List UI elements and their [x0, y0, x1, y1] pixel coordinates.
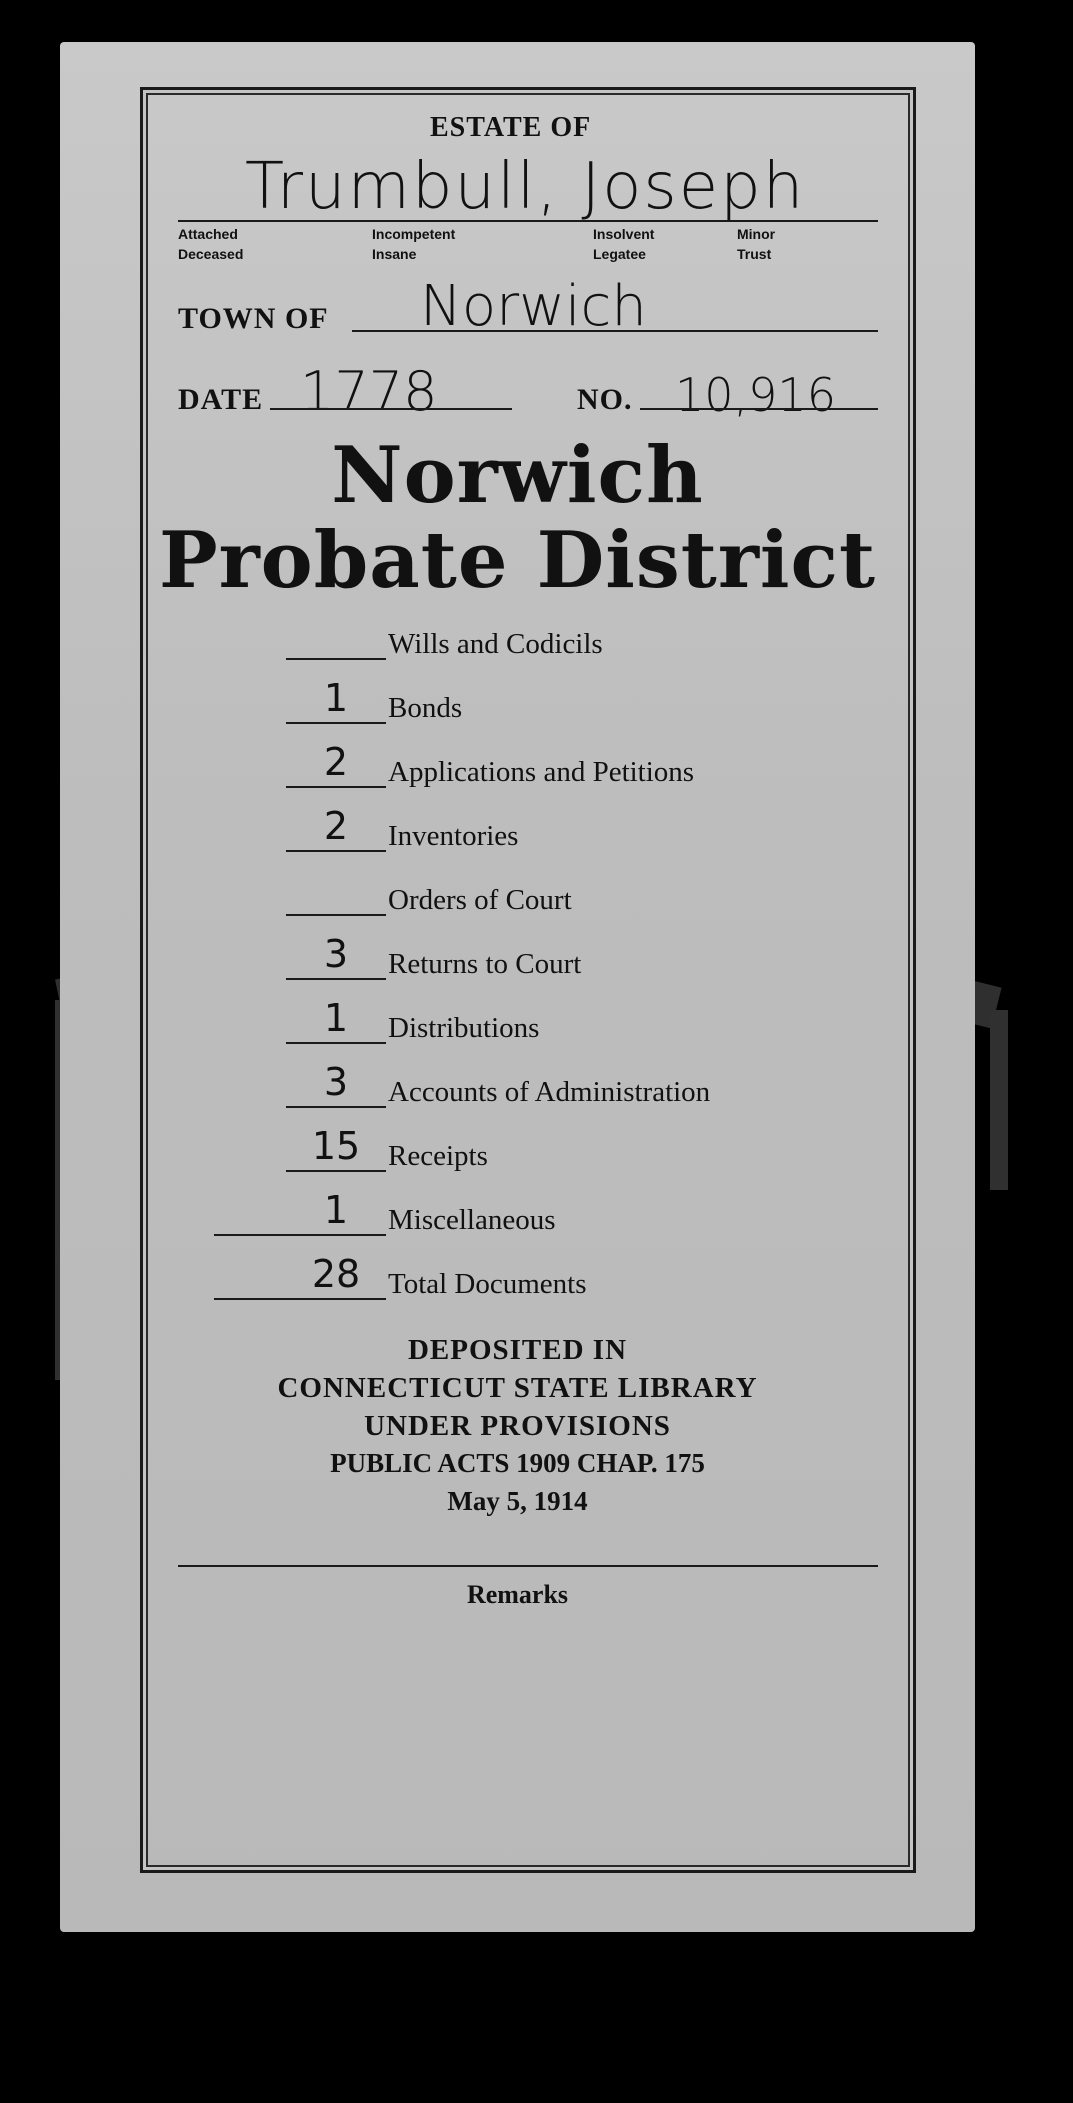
document-label: Inventories: [388, 820, 519, 852]
deposit-line5: May 5, 1914: [447, 1486, 588, 1516]
document-count: 1: [323, 1188, 349, 1232]
estate-name-handwritten: Trumbull, Joseph: [245, 150, 806, 224]
document-label: Miscellaneous: [388, 1204, 556, 1236]
document-count-line: [286, 978, 386, 980]
town-line: [352, 330, 878, 332]
document-label: Wills and Codicils: [388, 628, 603, 660]
document-count-line: [286, 1106, 386, 1108]
remarks-label: Remarks: [466, 1580, 569, 1609]
document-count-line: [286, 658, 386, 660]
status-legatee: Legatee: [593, 246, 646, 262]
document-count: 15: [311, 1124, 361, 1168]
status-trust: Trust: [737, 246, 772, 262]
status-attached: Attached: [178, 226, 238, 242]
right-ribbon-tail: [990, 1010, 1008, 1190]
document-count-line: [286, 1170, 386, 1172]
estate-of-label: ESTATE OF: [430, 112, 592, 143]
town-value-handwritten: Norwich: [420, 274, 647, 339]
document-label: Returns to Court: [388, 948, 582, 980]
date-label: DATE: [178, 383, 264, 416]
document-count: 28: [311, 1252, 361, 1296]
document-count: 1: [323, 676, 349, 720]
deposit-line1: DEPOSITED IN: [407, 1334, 628, 1366]
status-incompetent: Incompetent: [372, 226, 456, 242]
date-line: [270, 408, 512, 410]
number-label: NO.: [577, 383, 633, 416]
document-count-line: [286, 1042, 386, 1044]
number-value-handwritten: 10,916: [675, 368, 836, 422]
deposit-line3: UNDER PROVISIONS: [364, 1410, 671, 1442]
town-label: TOWN OF: [178, 302, 329, 335]
document-label: Accounts of Administration: [388, 1076, 711, 1108]
document-count: 3: [323, 932, 349, 976]
document-label: Applications and Petitions: [388, 756, 695, 788]
status-deceased: Deceased: [178, 246, 244, 262]
document-count: 1: [323, 996, 349, 1040]
document-count-line: [286, 722, 386, 724]
number-line: [640, 408, 878, 410]
status-minor: Minor: [737, 226, 776, 242]
document-count-line: [214, 1298, 386, 1300]
remarks-divider: [178, 1565, 878, 1567]
document-count: 2: [323, 804, 349, 848]
document-count: 2: [323, 740, 349, 784]
document-label: Distributions: [388, 1012, 540, 1044]
document-count-line: [286, 850, 386, 852]
deposit-line4: PUBLIC ACTS 1909 CHAP. 175: [330, 1448, 705, 1478]
document-count: 3: [323, 1060, 349, 1104]
document-count-line: [214, 1234, 386, 1236]
document-label: Bonds: [388, 692, 463, 724]
document-count-line: [286, 786, 386, 788]
estate-name-line: [178, 220, 878, 222]
status-insane: Insane: [372, 246, 417, 262]
date-value-handwritten: 1778: [300, 360, 438, 423]
district-title-line1: Norwich: [331, 430, 704, 521]
document-count-line: [286, 914, 386, 916]
document-label: Receipts: [388, 1140, 488, 1172]
status-insolvent: Insolvent: [593, 226, 655, 242]
district-title-line2: Probate District: [158, 515, 877, 606]
document-label: Orders of Court: [388, 884, 572, 916]
deposit-line2: CONNECTICUT STATE LIBRARY: [277, 1372, 758, 1404]
document-label: Total Documents: [388, 1268, 587, 1300]
